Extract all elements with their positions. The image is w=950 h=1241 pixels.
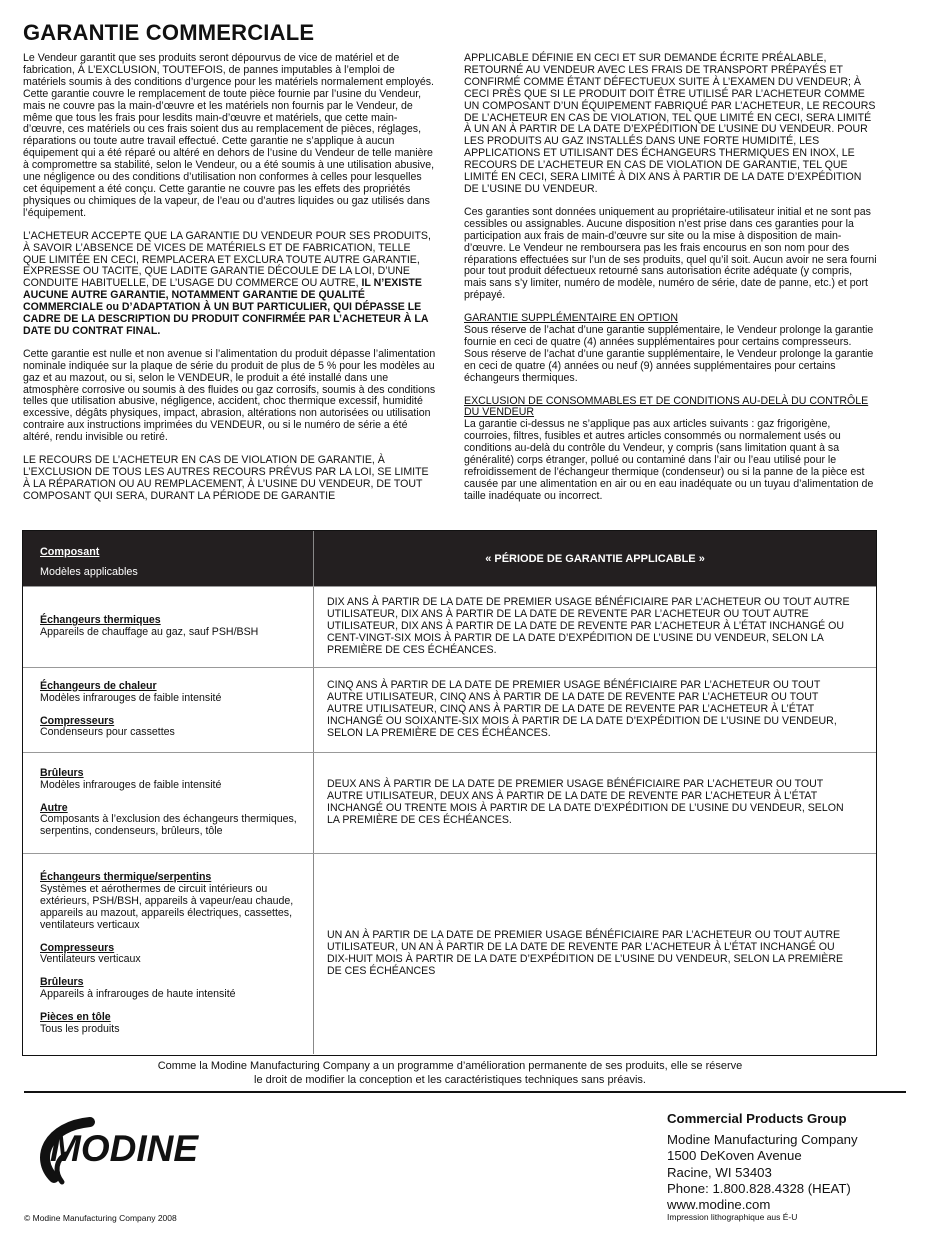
contact-block — [667, 1111, 858, 1213]
warranty-paragraph-2 — [23, 231, 436, 338]
period-cell: DIX ANS À PARTIR DE LA DATE DE PREMIER USAGE BÉNÉFICIAIRE PAR L’ACHETEUR OU TOUT AUTRE UTILISATEUR, DIX ANS À PARTIR DE LA DATE DE REVENTE PAR L’ACHETEUR OU TOUT AUTRE UTILISATEUR, DIX ANS À PARTIR DE LA DATE DE REVENTE PAR L’ACHETEUR À L’ÉTAT INCHANGÉ OU CENT-VINGT-SIX MOIS À PARTIR DE LA DATE D’EXPÉDITION DE L’USINE DU VENDEUR, SELON LA PREMIÈRE DE CES ÉCHÉANCES. — [313, 587, 876, 667]
header-component-title: Composant — [40, 546, 100, 558]
contact-street: 1500 DeKoven Avenue — [667, 1148, 802, 1164]
table-row — [23, 667, 876, 752]
component-category: Échangeurs thermique/serpentins — [40, 871, 212, 884]
warranty-table — [22, 530, 877, 1056]
component-models: Modèles infrarouges de faible intensité — [40, 778, 222, 791]
component-category: Brûleurs — [40, 976, 84, 989]
left-column — [23, 53, 436, 514]
header-component-sub: Modèles applicables — [40, 566, 138, 578]
component-models: Ventilateurs verticaux — [40, 953, 141, 966]
copyright: © Modine Manufacturing Company 2008 — [24, 1213, 177, 1223]
warranty-paragraph-4: LE RECOURS DE L’ACHETEUR EN CAS DE VIOLATION DE GARANTIE, À L’EXCLUSION DE TOUS LES AUTRES RECOURS PRÉVUS PAR LA LOI, SE LIMITE À LA RÉPARATION OU AU REMPLACEMENT, À L’USINE DU VENDEUR, DE TOUT COMPOSANT QUI SERA, DURANT LA PÉRIODE DE GARANTIE — [23, 454, 429, 502]
component-category: Brûleurs — [40, 766, 84, 779]
warranty-paragraph-6: Ces garanties sont données uniquement au propriétaire-utilisateur initial et ne sont pas cessibles ou assignables. Aucune disposition n’est prise dans ces garanties pour la participation aux frais de main-d’œuvre sur site ou la mise à disposition de main-d’œuvre. Le Vendeur ne remboursera pas les frais encourus en son nom pour des réparations effectuées sur l’un de ses produits, quel qu’il soit. Aucun avoir ne sera fourni pour tout produit défectueux retourné sans autorisation écrite adéquate (y compris, mais sans s’y limiter, numéro de modèle, numéro de série, date de panne, etc.) et port prépayé. — [464, 205, 877, 302]
component-models: Composants à l’exclusion des échangeurs thermiques, serpentins, condenseurs, brûleurs, tôle — [40, 813, 297, 838]
component-models: Condenseurs pour cassettes — [40, 726, 175, 739]
period-cell: DEUX ANS À PARTIR DE LA DATE DE PREMIER USAGE BÉNÉFICIAIRE PAR L’ACHETEUR OU TOUT AUTRE UTILISATEUR, DEUX ANS À PARTIR DE LA DATE DE REVENTE PAR L’ACHETEUR À L’ÉTAT INCHANGÉ OU TRENTE MOIS À PARTIR DE LA DATE D’EXPÉDITION DE L’USINE DU VENDEUR, SELON LA PREMIÈRE DE CES ÉCHÉANCES. — [313, 753, 876, 853]
improvement-notice-line-1: Comme la Modine Manufacturing Company a un programme d’amélioration permanente de ses produits, elle se réserve — [157, 1060, 743, 1072]
modine-logo — [28, 1102, 264, 1190]
optional-warranty-heading: GARANTIE SUPPLÉMENTAIRE EN OPTION — [464, 312, 679, 325]
component-cell — [40, 587, 302, 667]
exclusion-section — [464, 396, 877, 503]
period-cell: UN AN À PARTIR DE LA DATE DE PREMIER USAGE BÉNÉFICIAIRE PAR L’ACHETEUR OU TOUT AUTRE UTILISATEUR, UN AN À PARTIR DE LA DATE DE REVENTE PAR L’ACHETEUR À L’ÉTAT INCHANGÉ OU DIX-HUIT MOIS À PARTIR DE LA DATE D’EXPÉDITION DE L’USINE DU VENDEUR, SELON LA PREMIÈRE DE CES ÉCHÉANCES — [313, 854, 876, 1054]
component-cell — [40, 753, 302, 853]
component-models: Tous les produits — [40, 1023, 120, 1036]
contact-city: Racine, WI 53403 — [667, 1164, 772, 1180]
component-category: Échangeurs de chaleur — [40, 679, 157, 692]
page-title: GARANTIE COMMERCIALE — [23, 20, 315, 45]
table-row — [23, 853, 876, 1054]
table-row — [23, 586, 876, 667]
logo-wordmark: MODINE — [50, 1128, 198, 1169]
footer-divider — [24, 1091, 906, 1093]
contact-company: Modine Manufacturing Company — [667, 1132, 858, 1148]
contact-group: Commercial Products Group — [667, 1111, 847, 1126]
table-row — [23, 752, 876, 853]
component-category: Échangeurs thermiques — [40, 614, 161, 627]
improvement-notice — [0, 1059, 900, 1087]
warranty-paragraph-3: Cette garantie est nulle et non avenue si l’alimentation du produit dépasse l’alimentation nominale indiquée sur la plaque de série du produit de plus de 5 % pour les modèles au gaz et au mazout, ou si, selon le VENDEUR, le produit a été installé dans une atmosphère corrosive ou soumis à des fluides ou gaz corrosifs, soumis à des conditions telles que utilisation abusive, négligence, accident, choc thermique excessif, humidité excessive, dégâts physiques, impact, abrasion, altérations non autorisées ou utilisation contraire aux instructions imprimées du VENDEUR, ou si le numéro de série a été altéré, rendu invisible ou retiré. — [23, 347, 436, 444]
warranty-paragraph-1: Le Vendeur garantit que ses produits seront dépourvus de vice de matériel et de fabrication, À L’EXCLUSION, TOUTEFOIS, de pannes imputables à l’emploi de matériels soumis à des conditions d’urgence pour les matériels normalement employés. Cette garantie couvre le remplacement de toute pièce fournie par l’usine du Vendeur, mais ne couvre pas la main-d’œuvre et les matériels non fournis par le Vendeur, de même que tous les frais pour lesdits main-d’œuvre et matériels, que cette main-d’œuvre, ces matériels ou ces frais soient dus au remplacement de pièces, réglages, réparations ou toute autre travail effectué. Cette garantie ne s’applique à aucun équipement qui a été réparé ou altéré en dehors de l’usine du Vendeur de telle manière à compromettre sa stabilité, selon le Vendeur, ou a été soumis à une utilisation abusive, une négligence ou des conditions d’utilisation non conformes à celles pour lesquelles cet équipement a été conçu. Cette garantie ne couvre pas les effets des propriétés physiques ou chimiques de la vapeur, de l’eau ou d’autres liquides ou gaz utilisés dans l’équipement. — [23, 52, 435, 219]
exclusion-heading: EXCLUSION DE CONSOMMABLES ET DE CONDITIONS AU-DELÀ DU CONTRÔLE DU VENDEUR — [464, 394, 869, 419]
period-cell: CINQ ANS À PARTIR DE LA DATE DE PREMIER USAGE BÉNÉFICIAIRE PAR L’ACHETEUR OU TOUT AUTRE UTILISATEUR, CINQ ANS À PARTIR DE LA DATE DE REVENTE PAR L’ACHETEUR OU TOUT AUTRE UTILISATEUR, CINQ ANS À PARTIR DE LA DATE DE REVENTE PAR L’ACHETEUR À L’ÉTAT INCHANGÉ OU SOIXANTE-SIX MOIS À PARTIR DE LA DATE D’EXPÉDITION DE L’USINE DU VENDEUR, SELON LA PREMIÈRE DE CES ÉCHÉANCES. — [313, 668, 876, 752]
improvement-notice-line-2: le droit de modifier la conception et les caractéristiques techniques sans préavis. — [254, 1074, 646, 1086]
component-category: Compresseurs — [40, 714, 115, 727]
component-cell — [40, 854, 302, 1054]
acceptance-text: L’ACHETEUR ACCEPTE QUE LA GARANTIE DU VENDEUR POUR SES PRODUITS, À SAVOIR L’ABSENCE DE VICES DE MATÉRIELS ET DE FABRICATION, TELLE QUE LIMITÉE EN CECI, REMPLACERA ET EXCLURA TOUTE AUTRE GARANTIE, EXPRESSE OU TACITE, QUE LADITE GARANTIE DÉCOULE DE LA LOI, D’UNE CONDUITE HABITUELLE, DE L’USAGE DU COMMERCE OU AUTRE, — [23, 229, 431, 290]
component-category: Pièces en tôle — [40, 1011, 111, 1024]
component-models: Appareils de chauffage au gaz, sauf PSH/BSH — [40, 626, 259, 638]
component-category: Compresseurs — [40, 941, 115, 954]
component-models: Appareils à infrarouges de haute intensité — [40, 988, 236, 1001]
contact-website[interactable]: www.modine.com — [667, 1197, 771, 1213]
component-models: Modèles infrarouges de faible intensité — [40, 691, 222, 704]
no-other-warranty-text: IL N’EXISTE AUCUNE AUTRE GARANTIE, NOTAMMENT GARANTIE DE QUALITÉ COMMERCIALE ou D’ADAPTATION À UN BUT PARTICULIER, QUI DÉPASSE LE CADRE DE LA DESCRIPTION DU PRODUIT CONFIRMÉE PAR L’ACHETEUR À LA DATE DU CONTRAT FINAL. — [23, 277, 429, 337]
optional-warranty-section — [464, 313, 877, 384]
contact-phone: Phone: 1.800.828.4328 (HEAT) — [667, 1180, 851, 1196]
printed-in: Impression lithographique aus É-U — [667, 1212, 798, 1222]
component-cell — [40, 668, 302, 752]
header-period: « PÉRIODE DE GARANTIE APPLICABLE » — [313, 531, 876, 586]
warranty-paragraph-5: APPLICABLE DÉFINIE EN CECI ET SUR DEMANDE ÉCRITE PRÉALABLE, RETOURNÉ AU VENDEUR AVEC LES FRAIS DE TRANSPORT PRÉPAYÉS ET CONFIRMÉ COMME ÉTANT DÉFECTUEUX SUITE À L’EXAMEN DU VENDEUR; À CECI PRÈS QUE SI LE PRODUIT DOIT ÊTRE UTILISÉ PAR L’ACHETEUR COMME UN COMPOSANT D’UN ÉQUIPEMENT FABRIQUÉ PAR L’ACHETEUR, LE RECOURS DE L’ACHETEUR EN CAS DE VIOLATION, TEL QUE LIMITÉ EN CECI, SERA LIMITÉ À UN AN À PARTIR DE LA DATE D’EXPÉDITION DE L’USINE DU VENDEUR. POUR LES PRODUITS AU GAZ INSTALLÉS DANS UNE FORTE HUMIDITÉ, LES APPLICATIONS ET UTILISANT DES ÉCHANGEURS THERMIQUES EN INOX, LE RECOURS DE L’ACHETEUR EN CAS DE VIOLATION DE GARANTIE, TEL QUE LIMITÉ EN CECI, SERA LIMITÉ À DIX ANS À PARTIR DE LA DATE D’EXPÉDITION DE L’USINE DU VENDEUR. — [464, 52, 876, 195]
right-column — [464, 53, 877, 514]
optional-warranty-text: Sous réserve de l’achat d’une garantie supplémentaire, le Vendeur prolonge la garantie fournie en ceci de quatre (4) années supplémentaires pour certains compresseurs. Sous réserve de l’achat d’une garantie supplémentaire, le Vendeur prolonge la garantie en ceci de quatre (4) années ou neuf (9) années supplémentaires pour certains échangeurs thermiques. — [464, 324, 874, 384]
component-category: Autre — [40, 801, 68, 814]
table-header — [23, 531, 876, 586]
header-component — [40, 542, 138, 582]
component-models: Systèmes et aérothermes de circuit intérieurs ou extérieurs, PSH/BSH, appareils à vapeur/eau chaude, appareils au mazout, appareils électriques, cassettes, ventilateurs verticaux — [40, 882, 294, 931]
exclusion-text: La garantie ci-dessus ne s’applique pas aux articles suivants : gaz frigorigène, courroies, filtres, fusibles et autres articles consommés ou normalement usés ou conditions au-delà du contrôle du Vendeur, y compris (sans limitation quant à sa généralité) corps étranger, pollué ou contaminé dans l’air ou l’eau utilisé pour le refroidissement de l’échangeur thermique (condenseur) ou si la panne de la pièce est causée par une alimentation en air ou en eau inadéquate ou un tuyau d’alimentation de taille inadéquate ou incorrect. — [464, 418, 874, 502]
